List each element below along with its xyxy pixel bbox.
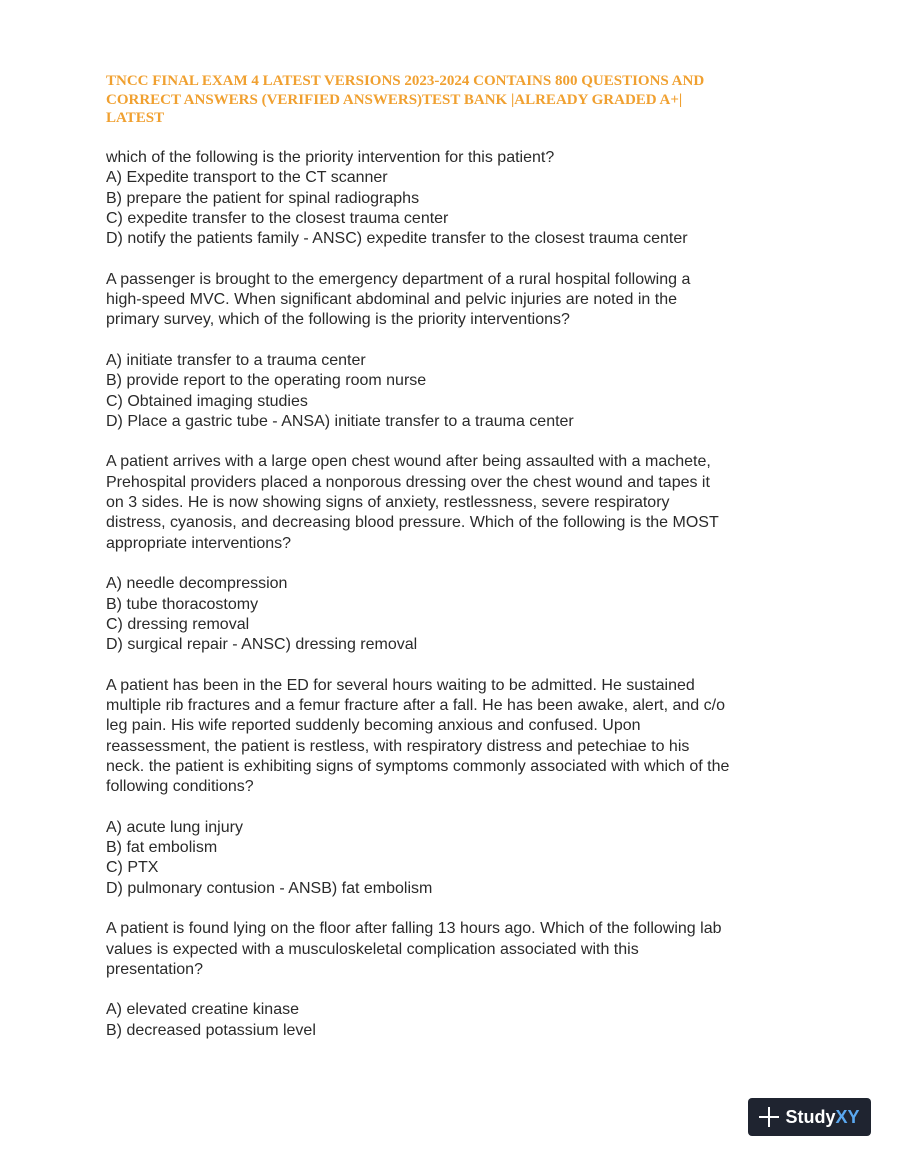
option-line: C) Obtained imaging studies bbox=[106, 392, 308, 410]
title-line: CORRECT ANSWERS (VERIFIED ANSWERS)TEST BANK |ALREADY GRADED A+| bbox=[106, 91, 683, 108]
text-line: which of the following is the priority intervention for this patient? bbox=[106, 149, 555, 166]
option-line: A) initiate transfer to a trauma center bbox=[106, 351, 366, 369]
text-line: neck. the patient is exhibiting signs of symptoms commonly associated with which of the bbox=[106, 757, 730, 775]
brand-name: Study bbox=[785, 1106, 836, 1127]
option-line: C) PTX bbox=[106, 859, 159, 877]
question-block bbox=[106, 148, 826, 249]
document-title bbox=[106, 72, 796, 128]
text-line: on 3 sides. He is now showing signs of anxiety, restlessness, severe respiratory bbox=[106, 494, 670, 512]
text-line: Prehospital providers placed a nonporous dressing over the chest wound and tapes it bbox=[106, 473, 710, 491]
studyxy-logo-badge[interactable] bbox=[748, 1098, 871, 1136]
option-line: B) decreased potassium level bbox=[106, 1021, 316, 1039]
option-line: C) expedite transfer to the closest trauma center bbox=[106, 209, 449, 227]
plus-icon bbox=[759, 1107, 779, 1127]
option-line: D) pulmonary contusion - ANSB) fat embolism bbox=[106, 879, 433, 897]
option-line: D) surgical repair - ANSC) dressing removal bbox=[106, 636, 418, 654]
text-line: leg pain. His wife reported suddenly becoming anxious and confused. Upon bbox=[106, 717, 641, 735]
option-line: B) provide report to the operating room nurse bbox=[106, 372, 427, 390]
brand-name-accent: XY bbox=[835, 1106, 860, 1127]
question-block bbox=[106, 270, 826, 432]
text-line: primary survey, which of the following is the priority interventions? bbox=[106, 311, 570, 329]
option-line: C) dressing removal bbox=[106, 615, 250, 633]
text-line: reassessment, the patient is restless, with respiratory distress and petechiae to his bbox=[106, 737, 690, 755]
option-line: D) notify the patients family - ANSC) expedite transfer to the closest trauma center bbox=[106, 230, 688, 248]
question-block bbox=[106, 452, 826, 655]
text-line: high-speed MVC. When significant abdominal and pelvic injuries are noted in the bbox=[106, 291, 677, 309]
text-line: presentation? bbox=[106, 960, 203, 978]
document-body bbox=[106, 148, 826, 1041]
question-block bbox=[106, 919, 826, 1041]
option-line: B) tube thoracostomy bbox=[106, 595, 259, 613]
question-block bbox=[106, 676, 826, 899]
title-line: LATEST bbox=[106, 110, 165, 126]
option-line: A) Expedite transport to the CT scanner bbox=[106, 169, 388, 187]
text-line: A patient has been in the ED for several hours waiting to be admitted. He sustained bbox=[106, 676, 695, 694]
text-line: values is expected with a musculoskeletal complication associated with this bbox=[106, 940, 639, 958]
text-line: distress, cyanosis, and decreasing blood pressure. Which of the following is the MOST bbox=[106, 514, 719, 532]
option-line: A) needle decompression bbox=[106, 575, 288, 593]
text-line: appropriate interventions? bbox=[106, 534, 292, 552]
option-line: B) prepare the patient for spinal radiographs bbox=[106, 189, 420, 207]
text-line: following conditions? bbox=[106, 778, 254, 796]
option-line: A) elevated creatine kinase bbox=[106, 1001, 299, 1019]
option-line: B) fat embolism bbox=[106, 839, 218, 857]
text-line: multiple rib fractures and a femur fracture after a fall. He has been awake, alert, and c/o bbox=[106, 697, 725, 715]
text-line: A patient arrives with a large open chest wound after being assaulted with a machete, bbox=[106, 453, 711, 471]
text-line: A patient is found lying on the floor after falling 13 hours ago. Which of the following lab bbox=[106, 920, 722, 938]
title-line: TNCC FINAL EXAM 4 LATEST VERSIONS 2023-2024 CONTAINS 800 QUESTIONS AND bbox=[106, 73, 705, 89]
option-line: A) acute lung injury bbox=[106, 818, 243, 836]
text-line: A passenger is brought to the emergency department of a rural hospital following a bbox=[106, 270, 691, 288]
option-line: D) Place a gastric tube - ANSA) initiate transfer to a trauma center bbox=[106, 412, 574, 430]
